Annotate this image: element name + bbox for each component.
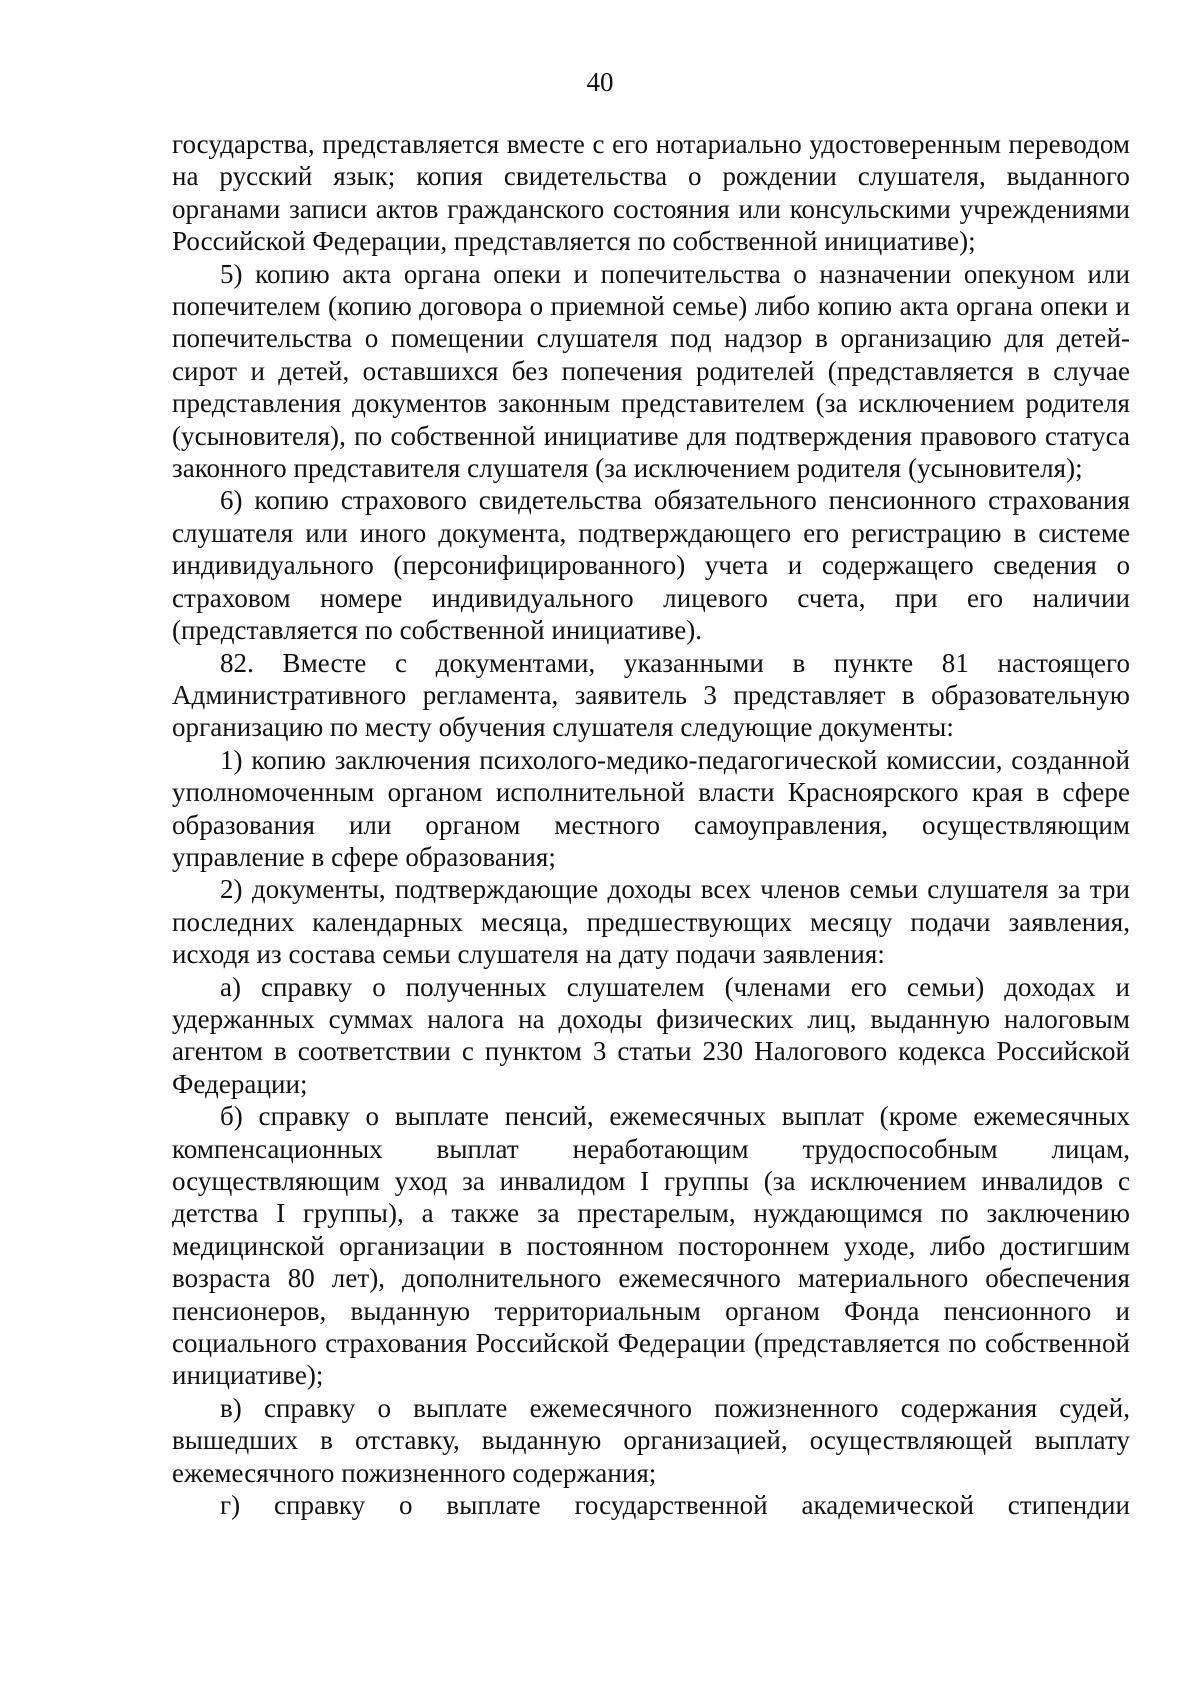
paragraph-subitem-b: б) справку о выплате пенсий, ежемесячных выплат (кроме ежемесячных компенсационных выплат неработающим трудоспособным лицам, осуществляющим уход за инвалидом I группы (за исключением инвалидов с детства I группы), а также за престарелым, нуждающимся по заключению медицинской организации в постоянном постороннем уходе, либо достигшим возраста 80 лет), дополнительного ежемесячного материального обеспечения пенсионеров, выданную территориальным органом Фонда пенсионного и социального страхования Российской Федерации (представляется по собственной инициативе);	[172, 1101, 1130, 1391]
paragraph-subitem-g: г) справку о выплате государственной академической стипендии	[220, 1490, 1130, 1521]
paragraph-clause-82: 82. Вместе с документами, указанными в пункте 81 настоящего Административного регламента, заявитель 3 представляет в образовательную организацию по месту обучения слушателя следующие документы:	[172, 647, 1130, 743]
paragraph-continuation: государства, представляется вместе с его нотариально удостоверенным переводом на русский язык; копия свидетельства о рождении слушателя, выданного органами записи актов гражданского состояния или консульскими учреждениями Российской Федерации, представляется по собственной инициативе);	[172, 129, 1130, 257]
paragraph-item-2: 2) документы, подтверждающие доходы всех членов семьи слушателя за три последних календарных месяца, предшествующих месяцу подачи заявления, исходя из состава семьи слушателя на дату подачи заявления:	[172, 874, 1130, 970]
paragraph-item-5: 5) копию акта органа опеки и попечительства о назначении опекуном или попечителем (копию договора о приемной семье) либо копию акта органа опеки и попечительства о помещении слушателя под надзор в организацию для детей-сирот и детей, оставшихся без попечения родителей (представляется в случае представления документов законным представителем (за исключением родителя (усыновителя), по собственной инициативе для подтверждения правового статуса законного представителя слушателя (за исключением родителя (усыновителя);	[172, 258, 1130, 484]
page-number: 40	[586, 67, 614, 97]
paragraph-item-1: 1) копию заключения психолого-медико-педагогической комиссии, созданной уполномоченным органом исполнительной власти Красноярского края в сфере образования или органом местного самоуправления, осуществляющим управление в сфере образования;	[172, 744, 1130, 872]
paragraph-subitem-a: а) справку о полученных слушателем (членами его семьи) доходах и удержанных суммах налога на доходы физических лиц, выданную налоговым агентом в соответствии с пунктом 3 статьи 230 Налогового кодекса Российской Федерации;	[172, 971, 1130, 1099]
document-body	[172, 128, 1130, 1521]
paragraph-subitem-v: в) справку о выплате ежемесячного пожизненного содержания судей, вышедших в отставку, выданную организацией, осуществляющей выплату ежемесячного пожизненного содержания;	[172, 1392, 1130, 1488]
paragraph-item-6: 6) копию страхового свидетельства обязательного пенсионного страхования слушателя или иного документа, подтверждающего его регистрацию в системе индивидуального (персонифицированного) учета и содержащего сведения о страховом номере индивидуального лицевого счета, при его наличии (представляется по собственной инициативе).	[172, 485, 1130, 646]
